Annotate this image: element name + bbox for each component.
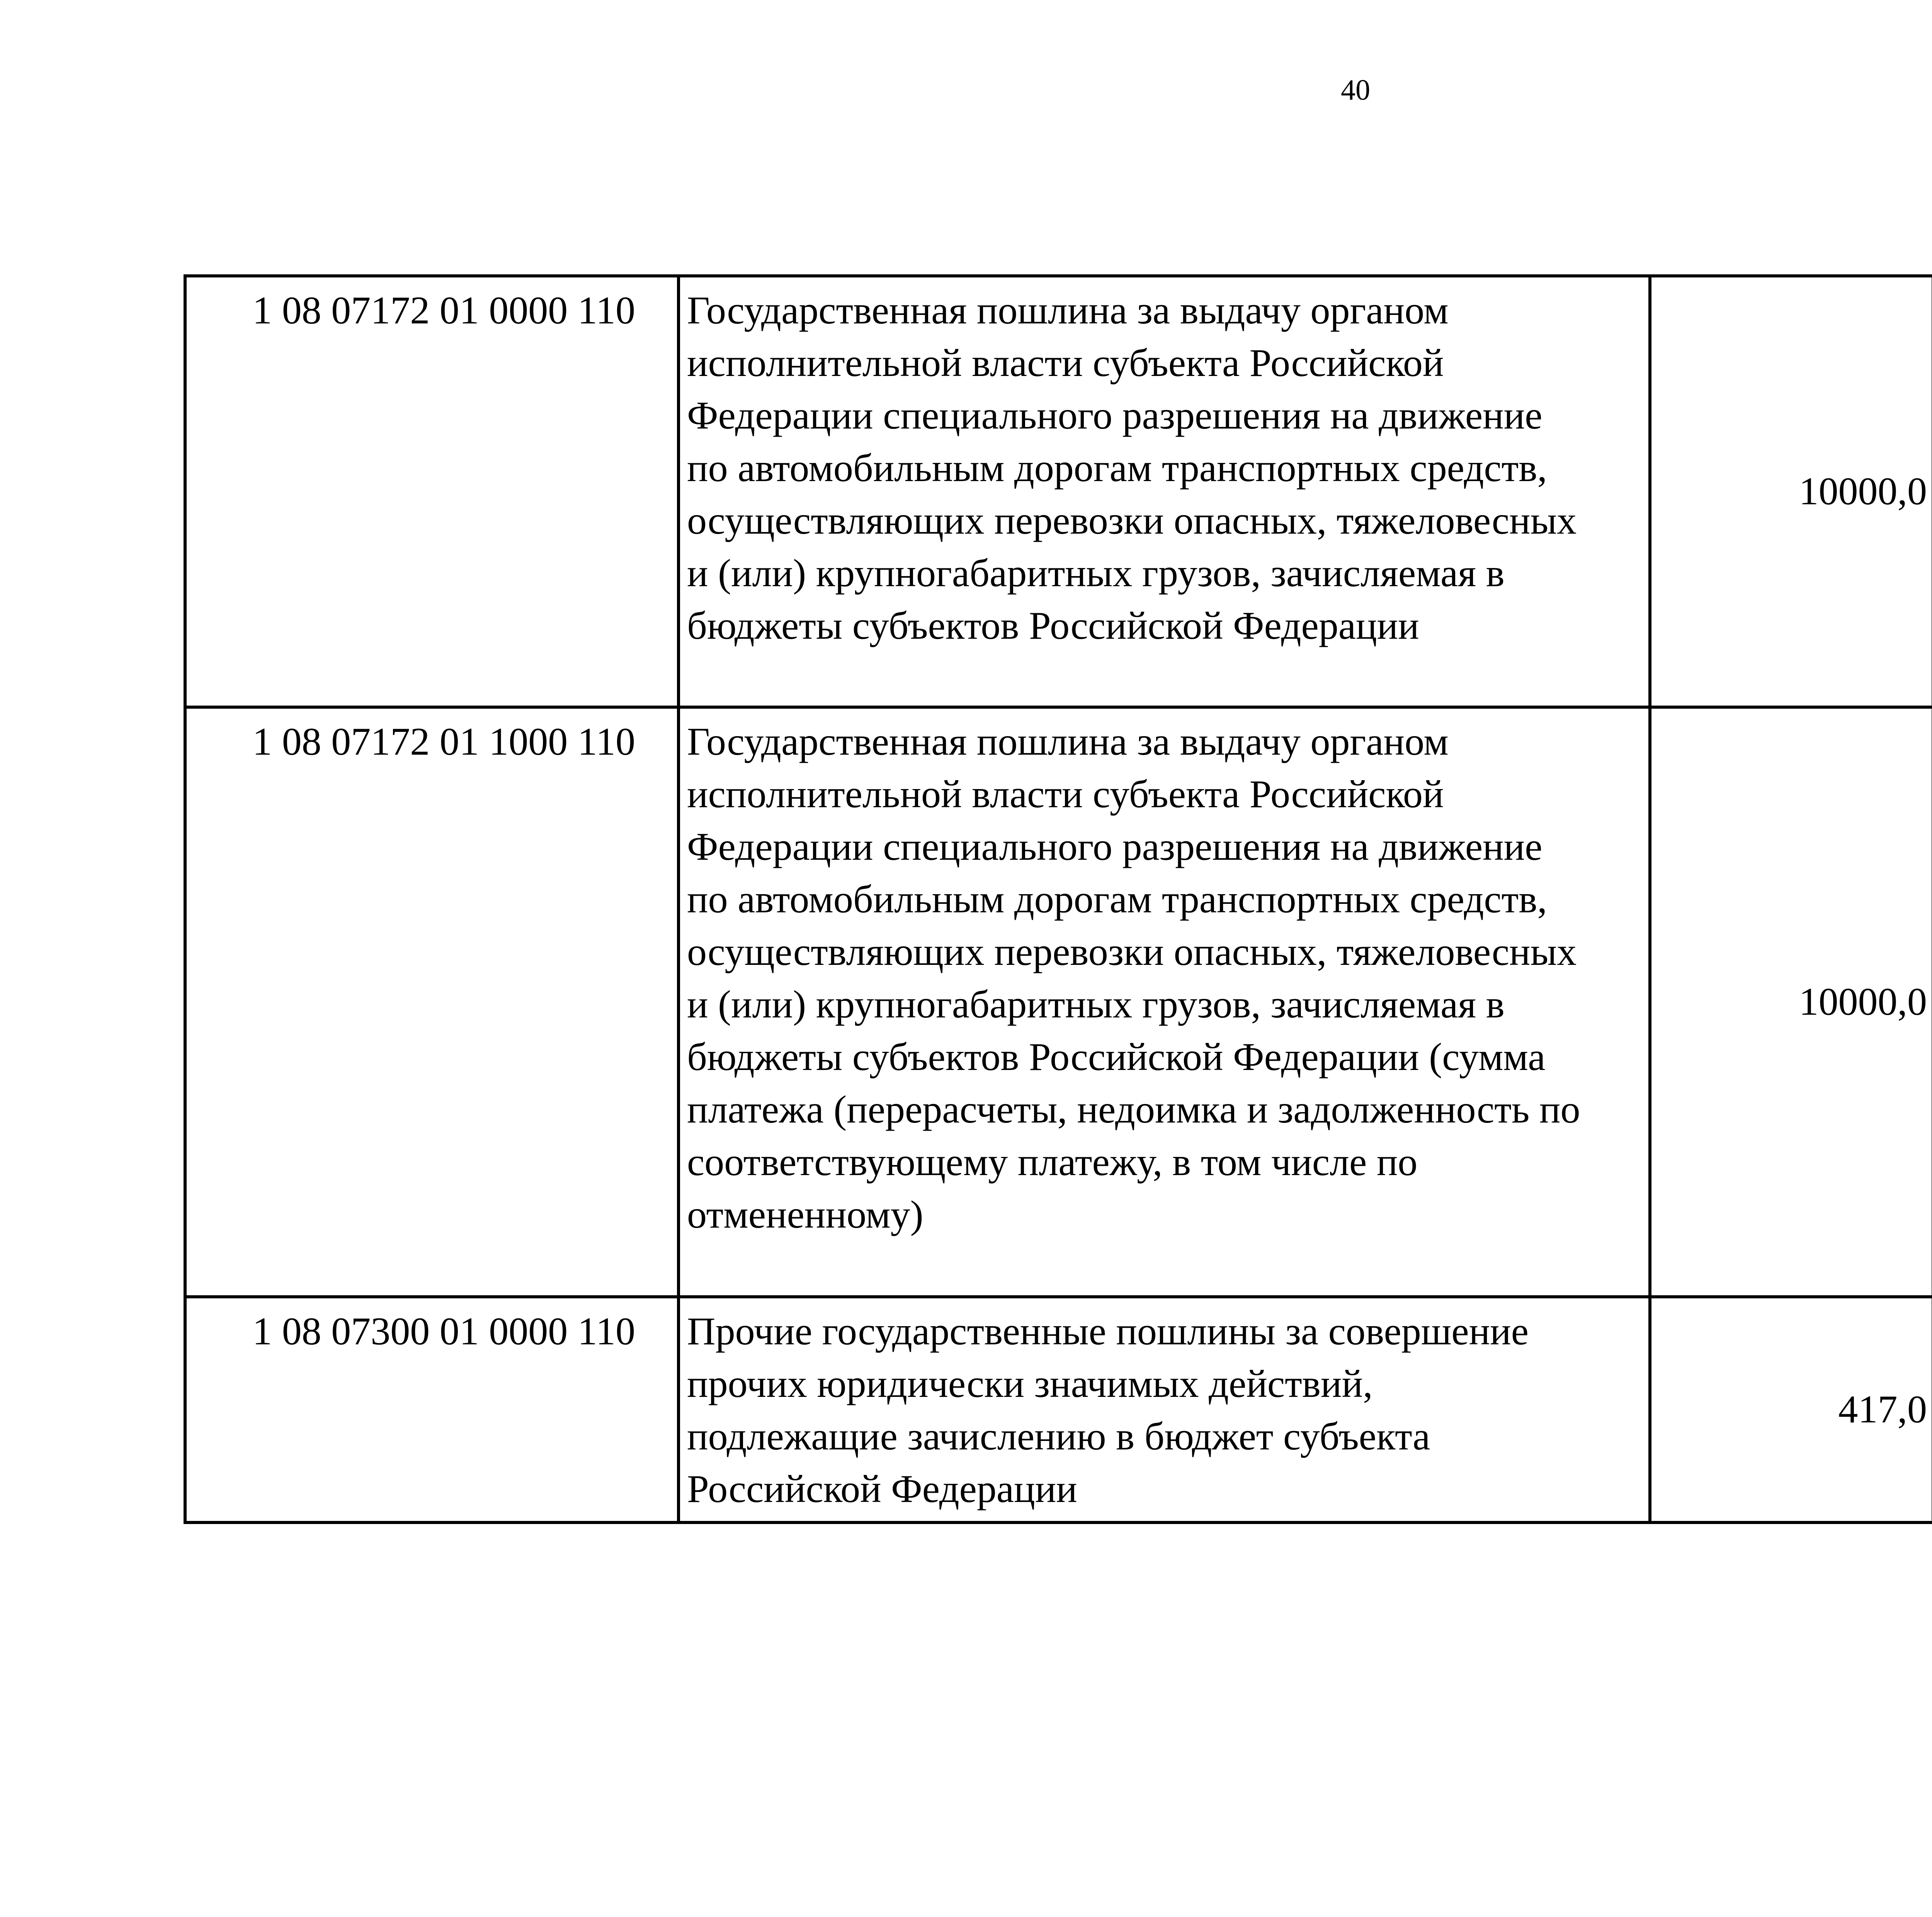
description-cell bbox=[679, 707, 1650, 1297]
description-line: осуществляющих перевозки опасных, тяжеловесных bbox=[687, 930, 1577, 974]
description-line: прочих юридически значимых действий, bbox=[687, 1362, 1373, 1406]
budget-code-cell: 1 08 07172 01 0000 110 bbox=[185, 276, 679, 707]
budget-code-cell: 1 08 07300 01 0000 110 bbox=[185, 1297, 679, 1522]
description-line: Государственная пошлина за выдачу органом bbox=[687, 720, 1449, 764]
description-line: исполнительной власти субъекта Российской bbox=[687, 341, 1444, 385]
revenue-table bbox=[184, 274, 1932, 1524]
table-row bbox=[185, 707, 1932, 1297]
description-line: и (или) крупногабаритных грузов, зачисляемая в bbox=[687, 551, 1505, 595]
description-line: Прочие государственные пошлины за совершение bbox=[687, 1310, 1529, 1353]
description-line: Федерации специального разрешения на движение bbox=[687, 825, 1543, 869]
description-line: по автомобильным дорогам транспортных средств, bbox=[687, 878, 1547, 921]
budget-code-cell: 1 08 07172 01 1000 110 bbox=[185, 707, 679, 1297]
table-row bbox=[185, 276, 1932, 707]
description-line: осуществляющих перевозки опасных, тяжеловесных bbox=[687, 499, 1577, 543]
page-number: 40 bbox=[1341, 74, 1370, 106]
description-line: Федерации специального разрешения на движение bbox=[687, 394, 1543, 437]
description-line: бюджеты субъектов Российской Федерации bbox=[687, 604, 1419, 648]
description-line: и (или) крупногабаритных грузов, зачисляемая в bbox=[687, 983, 1505, 1026]
description-line: бюджеты субъектов Российской Федерации (сумма bbox=[687, 1035, 1546, 1079]
description-cell bbox=[679, 1297, 1650, 1522]
description-line: исполнительной власти субъекта Российской bbox=[687, 772, 1444, 816]
description-line: подлежащие зачислению в бюджет субъекта bbox=[687, 1415, 1430, 1458]
description-line: Государственная пошлина за выдачу органом bbox=[687, 289, 1449, 332]
description-line: по автомобильным дорогам транспортных средств, bbox=[687, 446, 1547, 490]
description-line: платежа (перерасчеты, недоимка и задолженность по bbox=[687, 1088, 1580, 1131]
description-line: соответствующему платежу, в том числе по bbox=[687, 1140, 1418, 1184]
description-line: отмененному) bbox=[687, 1193, 923, 1237]
description-cell bbox=[679, 276, 1650, 707]
amount-cell-1: 10000,0 bbox=[1650, 707, 1932, 1297]
table-row bbox=[185, 1297, 1932, 1522]
description-line: Российской Федерации bbox=[687, 1467, 1077, 1511]
amount-cell-1: 10000,0 bbox=[1650, 276, 1932, 707]
amount-cell-1: 417,0 bbox=[1650, 1297, 1932, 1522]
